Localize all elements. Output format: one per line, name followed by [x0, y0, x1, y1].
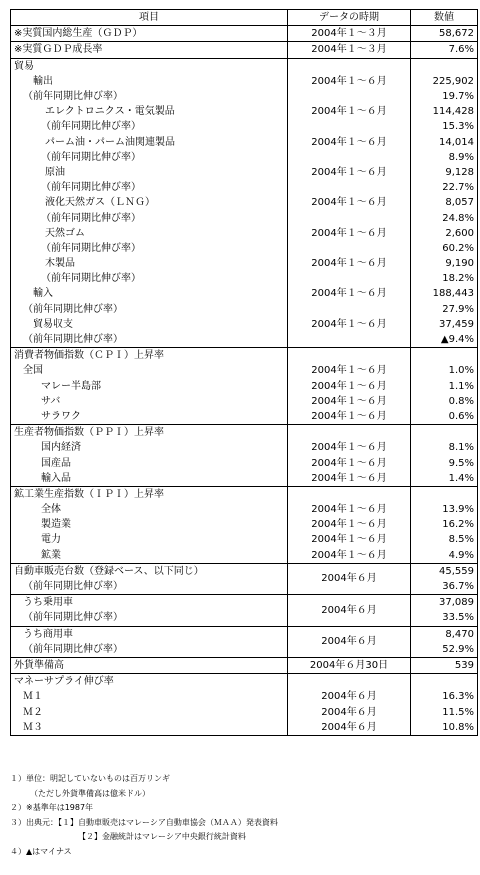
row-label: Ｍ１: [11, 689, 288, 704]
row-value: 18.2%: [411, 271, 478, 286]
row-value: 7.6%: [411, 42, 478, 58]
row-label: 貿易: [11, 58, 288, 74]
row-value: 1.1%: [411, 379, 478, 394]
row-value: 22.7%: [411, 180, 478, 195]
table-row: [11, 689, 478, 704]
row-label: 輸入: [11, 286, 288, 301]
header-period: データの時期: [288, 10, 411, 26]
row-period: 2004年１～６月: [288, 409, 411, 425]
row-value: ▲9.4%: [411, 332, 478, 348]
table-row: [11, 532, 478, 547]
economic-indicators-sheet: [10, 9, 474, 736]
table-row: [11, 119, 478, 134]
row-value: 33.5%: [411, 610, 478, 626]
table-row: [11, 563, 478, 579]
note-1-sub: （ただし外貨準備高は億米ドル）: [30, 788, 150, 798]
table-row: [11, 210, 478, 225]
note-3-sub: 【２】金融統計はマレーシア中央銀行統計資料: [78, 832, 246, 841]
table-row: [11, 394, 478, 409]
row-value: 8,057: [411, 195, 478, 210]
row-label: （前年同期比伸び率）: [11, 302, 288, 317]
row-period: 2004年１～６月: [288, 502, 411, 517]
table-row: [11, 256, 478, 271]
row-value: 9,190: [411, 256, 478, 271]
row-period: 2004年６月: [288, 626, 411, 657]
table-row: [11, 595, 478, 611]
footnotes: [10, 772, 278, 859]
row-period: 2004年１～６月: [288, 256, 411, 271]
row-value: 8,470: [411, 626, 478, 642]
row-value: 4.9%: [411, 548, 478, 564]
row-label: 貿易収支: [11, 317, 288, 332]
row-period: [288, 119, 411, 134]
row-label: （前年同期比伸び率）: [11, 610, 288, 626]
row-period: 2004年６月: [288, 704, 411, 719]
row-period: 2004年１～６月: [288, 195, 411, 210]
row-period: 2004年１～６月: [288, 394, 411, 409]
row-label: Ｍ３: [11, 720, 288, 736]
row-value: [411, 486, 478, 502]
table-row: [11, 486, 478, 502]
row-label: 木製品: [11, 256, 288, 271]
row-period: [288, 302, 411, 317]
row-period: [288, 332, 411, 348]
row-value: 45,559: [411, 563, 478, 579]
row-period: 2004年１～６月: [288, 548, 411, 564]
row-label: （前年同期比伸び率）: [11, 271, 288, 286]
row-value: [411, 674, 478, 690]
row-label: パーム油・パーム油関連製品: [11, 135, 288, 150]
table-row: [11, 104, 478, 119]
table-row: [11, 348, 478, 364]
row-period: [288, 241, 411, 256]
row-value: 11.5%: [411, 704, 478, 719]
header-item: 項目: [11, 10, 288, 26]
table-row: [11, 657, 478, 673]
row-period: 2004年６月: [288, 689, 411, 704]
row-period: 2004年６月: [288, 595, 411, 626]
row-period: 2004年６月30日: [288, 657, 411, 673]
table-row: [11, 704, 478, 719]
row-label: 消費者物価指数（ＣＰＩ）上昇率: [11, 348, 288, 364]
row-value: 8.1%: [411, 440, 478, 455]
row-value: 10.8%: [411, 720, 478, 736]
row-label: うち乗用車: [11, 595, 288, 611]
row-label: 原油: [11, 165, 288, 180]
row-value: [411, 348, 478, 364]
table-row: [11, 317, 478, 332]
row-period: 2004年１～６月: [288, 104, 411, 119]
table-row: [11, 286, 478, 301]
row-value: [411, 58, 478, 74]
row-value: 2,600: [411, 226, 478, 241]
row-label: （前年同期比伸び率）: [11, 579, 288, 595]
table-row: [11, 180, 478, 195]
row-value: 36.7%: [411, 579, 478, 595]
table-row: [11, 626, 478, 642]
table-row: [11, 150, 478, 165]
row-value: 9,128: [411, 165, 478, 180]
row-label: 鉱工業生産指数（ＩＰＩ）上昇率: [11, 486, 288, 502]
row-period: 2004年１～６月: [288, 517, 411, 532]
table-row: [11, 241, 478, 256]
row-label: Ｍ２: [11, 704, 288, 719]
row-period: [288, 271, 411, 286]
row-value: 539: [411, 657, 478, 673]
row-value: 16.2%: [411, 517, 478, 532]
table-row: [11, 271, 478, 286]
row-label: 鉱業: [11, 548, 288, 564]
table-row: [11, 548, 478, 564]
row-period: [288, 348, 411, 364]
row-value: 114,428: [411, 104, 478, 119]
row-value: 14,014: [411, 135, 478, 150]
table-row: [11, 720, 478, 736]
row-label: マレー半島部: [11, 379, 288, 394]
row-label: （前年同期比伸び率）: [11, 642, 288, 658]
row-period: 2004年１～３月: [288, 42, 411, 58]
table-row: [11, 425, 478, 441]
row-label: 全国: [11, 363, 288, 378]
row-label: うち商用車: [11, 626, 288, 642]
row-period: 2004年１～６月: [288, 135, 411, 150]
row-period: 2004年１～６月: [288, 363, 411, 378]
table-row: [11, 379, 478, 394]
table-row: [11, 674, 478, 690]
row-period: [288, 58, 411, 74]
table-row: [11, 502, 478, 517]
table-row: [11, 517, 478, 532]
row-label: 全体: [11, 502, 288, 517]
row-period: [288, 150, 411, 165]
row-label: （前年同期比伸び率）: [11, 119, 288, 134]
table-header-row: [11, 10, 478, 26]
row-label: 天然ゴム: [11, 226, 288, 241]
row-period: 2004年６月: [288, 720, 411, 736]
table-row: [11, 74, 478, 89]
row-label: 電力: [11, 532, 288, 547]
table-row: [11, 440, 478, 455]
row-label: 製造業: [11, 517, 288, 532]
row-value: 58,672: [411, 26, 478, 42]
table-row: [11, 135, 478, 150]
row-period: 2004年１～６月: [288, 455, 411, 470]
table-row: [11, 363, 478, 378]
row-value: 8.9%: [411, 150, 478, 165]
table-row: [11, 226, 478, 241]
row-period: 2004年６月: [288, 563, 411, 594]
row-period: 2004年１～３月: [288, 26, 411, 42]
row-label: 液化天然ガス（ＬＮＧ）: [11, 195, 288, 210]
row-value: 19.7%: [411, 89, 478, 104]
table-row: [11, 58, 478, 74]
row-period: [288, 89, 411, 104]
table-row: [11, 332, 478, 348]
row-label: 輸出: [11, 74, 288, 89]
row-label: ※実質国内総生産（ＧＤＰ）: [11, 26, 288, 42]
note-3: ３）出典元：【１】自動車販売はマレーシア自動車協会（ＭＡＡ）発表資料: [10, 817, 278, 827]
header-value: 数値: [411, 10, 478, 26]
row-period: [288, 425, 411, 441]
row-value: [411, 425, 478, 441]
row-label: 生産者物価指数（ＰＰＩ）上昇率: [11, 425, 288, 441]
row-value: 24.8%: [411, 210, 478, 225]
row-label: エレクトロニクス・電気製品: [11, 104, 288, 119]
row-value: 15.3%: [411, 119, 478, 134]
table-row: [11, 455, 478, 470]
row-label: （前年同期比伸び率）: [11, 89, 288, 104]
row-value: 1.4%: [411, 471, 478, 487]
row-label: サラワク: [11, 409, 288, 425]
row-period: 2004年１～６月: [288, 379, 411, 394]
table-row: [11, 89, 478, 104]
table-row: [11, 195, 478, 210]
row-value: 37,459: [411, 317, 478, 332]
row-label: マネーサプライ伸び率: [11, 674, 288, 690]
row-period: 2004年１～６月: [288, 440, 411, 455]
row-period: 2004年１～６月: [288, 74, 411, 89]
row-label: 国産品: [11, 455, 288, 470]
row-period: 2004年１～６月: [288, 286, 411, 301]
row-label: 輸入品: [11, 471, 288, 487]
row-label: （前年同期比伸び率）: [11, 332, 288, 348]
row-period: 2004年１～６月: [288, 226, 411, 241]
row-label: 外貨準備高: [11, 657, 288, 673]
row-period: 2004年１～６月: [288, 532, 411, 547]
table-row: [11, 26, 478, 42]
row-period: 2004年１～６月: [288, 165, 411, 180]
row-value: 37,089: [411, 595, 478, 611]
row-period: [288, 180, 411, 195]
table-row: [11, 42, 478, 58]
row-value: 60.2%: [411, 241, 478, 256]
row-value: 0.6%: [411, 409, 478, 425]
row-period: 2004年１～６月: [288, 317, 411, 332]
row-value: 9.5%: [411, 455, 478, 470]
row-value: 188,443: [411, 286, 478, 301]
table-row: [11, 409, 478, 425]
row-label: サバ: [11, 394, 288, 409]
note-2: ２）※基準年は1987年: [10, 803, 94, 812]
row-value: 1.0%: [411, 363, 478, 378]
indicators-table: [10, 9, 478, 736]
row-period: 2004年１～６月: [288, 471, 411, 487]
note-1: １）単位：明記していないものは百万リンギ: [10, 774, 170, 783]
row-value: 27.9%: [411, 302, 478, 317]
table-row: [11, 165, 478, 180]
row-period: [288, 210, 411, 225]
row-label: （前年同期比伸び率）: [11, 150, 288, 165]
row-label: 国内経済: [11, 440, 288, 455]
table-row: [11, 471, 478, 487]
row-value: 0.8%: [411, 394, 478, 409]
row-value: 13.9%: [411, 502, 478, 517]
note-4: ４）▲はマイナス: [10, 846, 72, 856]
table-row: [11, 302, 478, 317]
row-label: （前年同期比伸び率）: [11, 210, 288, 225]
row-period: [288, 486, 411, 502]
row-value: 225,902: [411, 74, 478, 89]
row-label: （前年同期比伸び率）: [11, 241, 288, 256]
row-label: （前年同期比伸び率）: [11, 180, 288, 195]
row-value: 52.9%: [411, 642, 478, 658]
row-value: 16.3%: [411, 689, 478, 704]
row-value: 8.5%: [411, 532, 478, 547]
row-period: [288, 674, 411, 690]
row-label: 自動車販売台数（登録ベース、以下同じ）: [11, 563, 288, 579]
row-label: ※実質ＧＤＰ成長率: [11, 42, 288, 58]
